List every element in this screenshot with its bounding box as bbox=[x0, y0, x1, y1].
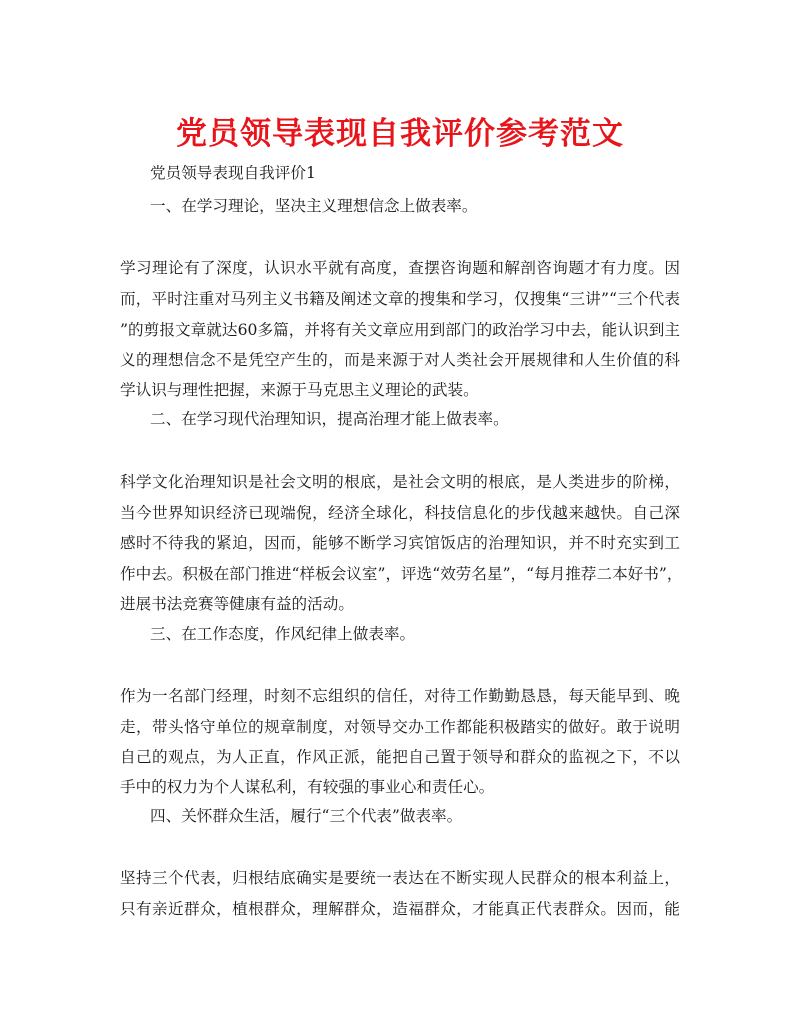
paragraph-line: 学习理论有了深度，认识水平就有高度，查摆咨询题和解剖咨询题才有力度。因 bbox=[120, 259, 680, 277]
paragraph-line: 义的理想信念不是凭空产生的，而是来源于对人类社会开展规律和人生价值的科 bbox=[120, 351, 680, 369]
paragraph-line: 坚持三个代表，归根结底确实是要统一表达在不断实现人民群众的根本利益上， bbox=[120, 869, 680, 887]
paragraph-line: 学认识与理性把握，来源于马克思主义理论的武装。 bbox=[120, 381, 479, 399]
paragraph-line: 当今世界知识经济已现端倪，经济全球化，科技信息化的步伐越来越快。自己深 bbox=[120, 504, 680, 522]
section-heading: 一、在学习理论，坚决主义理想信念上做表率。 bbox=[150, 197, 478, 215]
section-heading: 二、在学习现代治理知识，提高治理才能上做表率。 bbox=[150, 410, 509, 428]
section-heading: 三、在工作态度，作风纪律上做表率。 bbox=[150, 625, 416, 643]
paragraph-line: 而，平时注重对马列主义书籍及阐述文章的搜集和学习，仅搜集“三讲”“三个代表 bbox=[120, 290, 680, 308]
paragraph-line: 自己的观点，为人正直，作风正派，能把自己置于领导和群众的监视之下，不以 bbox=[120, 748, 680, 766]
paragraph-line: ”的剪报文章就达60多篇，并将有关文章应用到部门的政治学习中去，能认识到主 bbox=[120, 321, 680, 339]
section-heading: 四、关怀群众生活，履行“三个代表”做表率。 bbox=[150, 807, 463, 825]
paragraph-line: 感时不待我的紧迫，因而，能够不断学习宾馆饭店的治理知识，并不时充实到工 bbox=[120, 534, 680, 552]
paragraph-line: 走，带头恪守单位的规章制度，对领导交办工作都能积极踏实的做好。敢于说明 bbox=[120, 718, 680, 736]
document-title: 党员领导表现自我评价参考范文 bbox=[176, 116, 624, 152]
paragraph-line: 作中去。积极在部门推进“样板会议室”，评选“效劳名星”，“每月推荐二本好书”， bbox=[120, 565, 683, 583]
paragraph-line: 科学文化治理知识是社会文明的根底，是社会文明的根底，是人类进步的阶梯， bbox=[120, 473, 680, 491]
document-subtitle: 党员领导表现自我评价1 bbox=[150, 164, 316, 182]
paragraph-line: 手中的权力为个人谋私利，有较强的事业心和责任心。 bbox=[120, 778, 495, 796]
paragraph-line: 进展书法竞赛等健康有益的活动。 bbox=[120, 595, 354, 613]
paragraph-line: 作为一名部门经理，时刻不忘组织的信任，对待工作勤勤恳恳，每天能早到、晚 bbox=[120, 687, 680, 705]
paragraph-line: 只有亲近群众，植根群众，理解群众，造福群众，才能真正代表群众。因而，能 bbox=[120, 900, 680, 918]
